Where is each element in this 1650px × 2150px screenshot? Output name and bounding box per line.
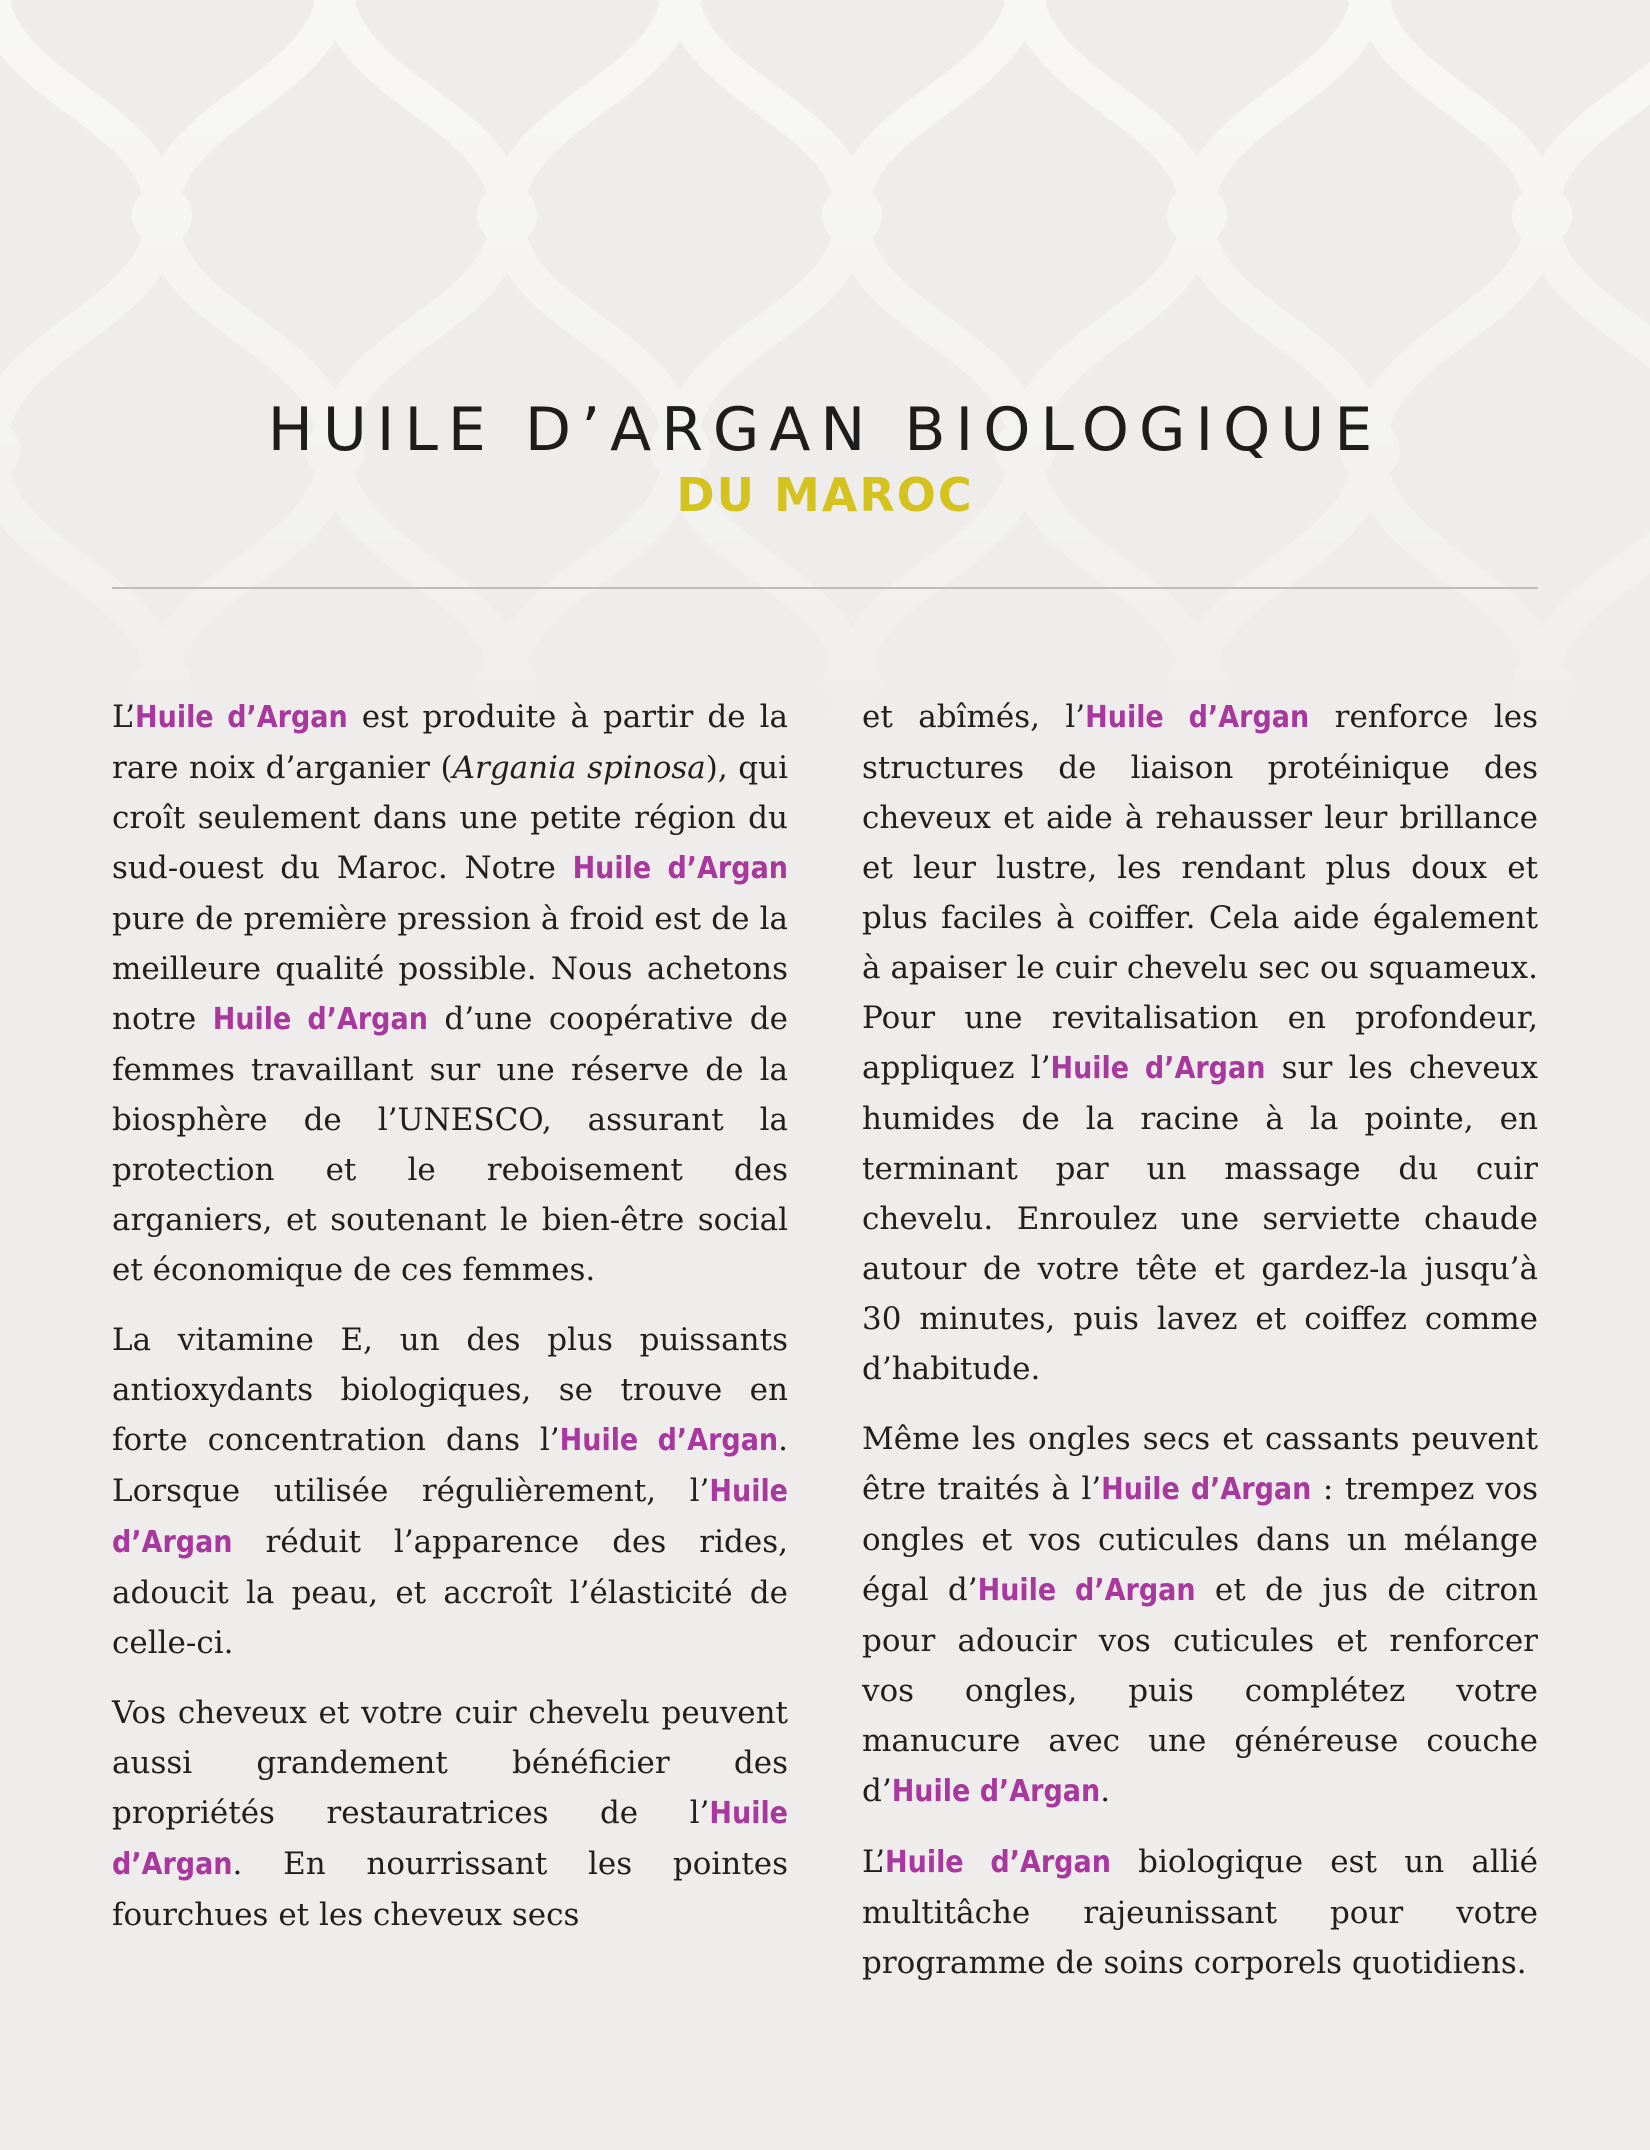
text-run: Vos cheveux et votre cuir chevelu peuvent aussi grandement bénéficier des propriétés restauratrices de l’: [112, 1695, 788, 1831]
right-column: [862, 692, 1538, 2008]
text-run: ), qui croît seulement dans une petite région du sud-ouest du Maroc. Notre: [112, 750, 788, 886]
text-run: L’: [112, 699, 136, 735]
left-column: [112, 692, 788, 1960]
decorative-background-pattern: [0, 0, 1650, 760]
text-run: d’une coopérative de femmes travaillant sur une réserve de la biosphère de l’UNESCO, assurant la protection et le reboisement des arganiers, et soutenant le bien-être social et économique de ces femmes.: [112, 1001, 788, 1288]
page-subtitle: DU MAROC: [676, 468, 974, 522]
brand-highlight: Huile d’Argan: [1050, 1051, 1266, 1086]
text-run: est produite à partir de la rare noix d’arganier (: [112, 699, 788, 786]
text-run: L’: [862, 1844, 886, 1880]
brand-highlight: Huile d’Argan: [1085, 700, 1310, 735]
brand-highlight: Huile d’Argan: [572, 851, 788, 886]
page-title: HUILE D’ARGAN BIOLOGIQUE: [267, 395, 1383, 465]
brand-highlight: Huile d’Argan: [212, 1002, 428, 1037]
brand-highlight: Huile d’Argan: [1101, 1472, 1312, 1507]
paragraph-hair: [112, 1688, 788, 1940]
text-run: . Lorsque utilisée régulièrement, l’: [112, 1422, 788, 1509]
brand-highlight: Huile d’Argan: [112, 1796, 788, 1882]
text-run: sur les cheveux humides de la racine à la pointe, en terminant par un massage du cuir chevelu. Enroulez une serviette chaude autour de votre tête et gardez-la jusqu’à 30 minutes, puis lavez et coiffez comme d’habitude.: [862, 1050, 1538, 1387]
text-run: .: [1100, 1773, 1111, 1809]
paragraph-hair-continued: [862, 692, 1538, 1394]
brand-highlight: Huile d’Argan: [559, 1423, 779, 1458]
text-run: La vitamine E, un des plus puissants antioxydants biologiques, se trouve en forte concentration dans l’: [112, 1322, 788, 1458]
brand-highlight: Huile d’Argan: [885, 1845, 1111, 1880]
header-divider: [112, 587, 1538, 589]
text-run: Même les ongles secs et cassants peuvent être traités à l’: [862, 1421, 1538, 1507]
text-run: biologique est un allié multitâche rajeunissant pour votre programme de soins corporels quotidiens.: [862, 1844, 1538, 1981]
latin-name: Argania spinosa: [452, 750, 706, 786]
text-run: : trempez vos ongles et vos cuticules dans un mélange égal d’: [862, 1471, 1538, 1608]
paragraph-origin: [112, 692, 788, 1295]
paragraph-vitamin-e: [112, 1315, 788, 1668]
text-run: et de jus de citron pour adoucir vos cuticules et renforcer vos ongles, puis complétez votre manucure avec une généreuse couche d’: [862, 1572, 1539, 1809]
text-run: et abîmés, l’: [862, 699, 1086, 735]
text-run: pure de première pression à froid est de la meilleure qualité possible. Nous achetons notre: [112, 901, 788, 1037]
text-run: . En nourrissant les pointes fourchues et les cheveux secs: [112, 1846, 788, 1933]
brand-highlight: Huile d’Argan: [891, 1774, 1101, 1809]
paragraph-conclusion: [862, 1837, 1538, 1988]
brand-highlight: Huile d’Argan: [977, 1573, 1196, 1608]
brand-highlight: Huile d’Argan: [135, 700, 348, 735]
paragraph-nails: [862, 1414, 1538, 1817]
text-run: renforce les structures de liaison protéinique des cheveux et aide à rehausser leur brillance et leur lustre, les rendant plus doux et plus faciles à coiffer. Cela aide également à apaiser le cuir chevelu sec ou squameux. Pour une revitalisation en profondeur, appliquez l’: [862, 699, 1538, 1086]
text-run: réduit l’apparence des rides, adoucit la peau, et accroît l’élasticité de celle-ci.: [112, 1524, 788, 1661]
brand-highlight: Huile d’Argan: [112, 1474, 788, 1560]
header: [0, 395, 1650, 525]
